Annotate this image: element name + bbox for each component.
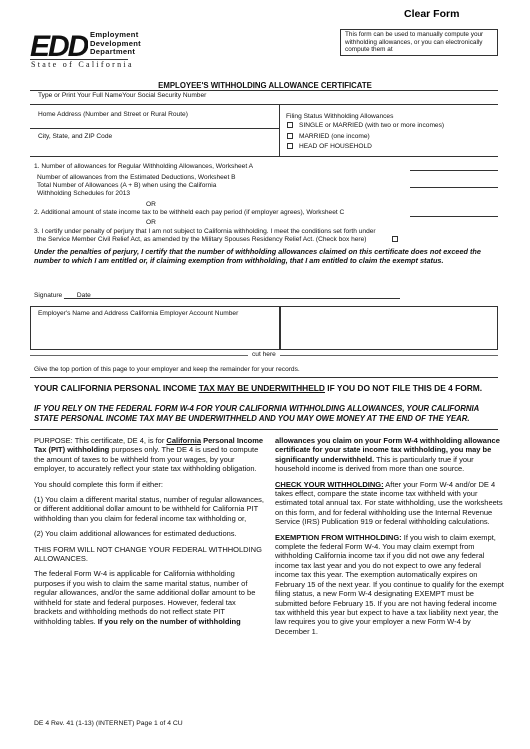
married-option-text: MARRIED (one income): [299, 133, 370, 140]
give-top-portion: Give the top portion of this page to your employer and keep the remainder for your records.: [34, 366, 300, 373]
agency-name: [90, 31, 141, 57]
edd-logo-icon: [30, 30, 88, 60]
cut-here-label: cut here: [252, 351, 276, 358]
line-1b-text: Number of allowances from the Estimated Deductions, Worksheet B: [37, 174, 236, 181]
or-2: OR: [146, 219, 156, 226]
w4-applicable-paragraph: The federal Form W-4 is applicable for California withholding purposes if you wish to claim the same marital status, number of regular allowances, and/or the same additional dollar amount to be withheld for state and federal purposes. However, federal tax brackets and withholding methods do not reflect state PIT withholding tables. If you rely on the number of withholding: [34, 569, 256, 626]
agency-line-3: Department: [90, 47, 136, 57]
cut-line-left: [30, 355, 248, 356]
single-option-text: SINGLE or MARRIED (with two or more incomes): [299, 122, 445, 129]
filing-option-single[interactable]: [287, 122, 444, 130]
perjury-statement: Under the penalties of perjury, I certify that the number of withholding allowances claimed on this certificate does not exceed the number to which I am entitled or, if claiming exemption from withholding, that I am entitled to claim the exempt status.: [34, 247, 481, 265]
not-change-notice: THIS FORM WILL NOT CHANGE YOUR FEDERAL WITHHOLDING ALLOWANCES.: [34, 544, 262, 564]
exemption-paragraph: EXEMPTION FROM WITHHOLDING: If you wish to claim exempt, complete the federal Form W-4. You may claim exempt from withholding California income tax if you did not owe any federal income tax last year and you do not expect to owe any federal income tax this year. The exemption automatically expires on February 15 of the next year. If you continue to qualify for the exempt filing status, a new Form W-4 designating EXEMPT must be submitted before February 15. If you are not having federal income tax withheld this year but expect to have a tax liability next year, the law requires you to give your employer a new Form W-4 by December 1.: [275, 532, 504, 636]
underwithheld-warning: YOUR CALIFORNIA PERSONAL INCOME TAX MAY BE UNDERWITHHELD IF YOU DO NOT FILE THIS DE 4 FORM.: [34, 383, 483, 393]
w4-warning: IF YOU RELY ON THE FEDERAL FORM W-4 FOR YOUR CALIFORNIA WITHHOLDING ALLOWANCES, YOUR CALIFORNIA STATE PERSONAL INCOME TAX MAY BE UNDERWITHHELD AND YOU MAY OWE MONEY AT THE END OF THE YEAR.: [34, 404, 479, 424]
employer-label: Employer's Name and Address California Employer Account Number: [38, 310, 239, 317]
check-withholding-paragraph: CHECK YOUR WITHHOLDING: After your Form W-4 and/or DE 4 takes effect, compare the state income tax withheld with your estimated total annual tax. For state withholding, use the worksheets on this form, and for federal withholding use the Internal Revenue Service (IRS) Publication 919 or federal withholding calculations.: [275, 479, 503, 527]
continuation-paragraph: allowances you claim on your Form W-4 withholding allowance certificate for your state income tax withholding, you may be significantly underwithheld. This is particularly true if your household income is derived from more than one source.: [275, 436, 500, 474]
filing-status-label: Filing Status Withholding Allowances: [286, 113, 394, 120]
line-1-text: 1. Number of allowances for Regular Withholding Allowances, Worksheet A: [34, 163, 254, 170]
section-rule: [30, 377, 498, 378]
state-of-california: State of California: [31, 60, 134, 69]
line-2-entry[interactable]: [410, 216, 498, 217]
line-3-text: 3. I certify under penalty of perjury that I am not subject to California withholding. I meet the conditions set forth under: [34, 228, 376, 235]
employer-account-box: [280, 306, 498, 350]
hoh-option-text: HEAD OF HOUSEHOLD: [299, 143, 372, 150]
exempt-checkbox[interactable]: [392, 236, 398, 242]
grid-bottom-rule: [30, 156, 498, 157]
reason-2: (2) You claim additional allowances for estimated deductions.: [34, 529, 237, 539]
line-1b-total: Total Number of Allowances (A + B) when using the California: [37, 182, 217, 189]
line-2-text: 2. Additional amount of state income tax to be withheld each pay period (if employer agrees), Worksheet C: [34, 209, 345, 216]
should-complete: You should complete this form if either:: [34, 479, 163, 489]
form-title: EMPLOYEE'S WITHHOLDING ALLOWANCE CERTIFICATE: [158, 81, 372, 90]
agency-line-1: Employment: [90, 30, 139, 39]
reason-1: (1) You claim a different marital status, number of regular allowances, or different additional dollar amount to be withheld for California PIT withholding than you claim for federal income tax withholding or,: [34, 495, 264, 523]
or-1: OR: [146, 201, 156, 208]
married-checkbox[interactable]: [287, 133, 293, 139]
hoh-checkbox[interactable]: [287, 143, 293, 149]
form-footer: DE 4 Rev. 41 (1-13) (INTERNET) Page 1 of 4 CU: [34, 720, 183, 727]
single-checkbox[interactable]: [287, 122, 293, 128]
purpose-paragraph: PURPOSE: This certificate, DE 4, is for California Personal Income Tax (PIT) withholding purposes only. The DE 4 is used to compute the amount of taxes to be withheld from your wages, by your employer, to accurately reflect your state tax withholding obligation.: [34, 436, 264, 474]
signature-label: Signature ___ Date: [34, 292, 91, 299]
line-1b-entry[interactable]: [410, 187, 498, 188]
grid-rule: [30, 128, 279, 129]
left-column: [34, 436, 264, 632]
city-state-zip-label: City, State, and ZIP Code: [38, 133, 113, 140]
right-column: [275, 436, 505, 642]
filing-option-hoh[interactable]: [287, 143, 372, 151]
signature-line[interactable]: [64, 298, 400, 299]
cut-line-right: [280, 355, 498, 356]
clear-form-button[interactable]: Clear Form: [404, 8, 460, 20]
line-1b-schedules: Withholding Schedules for 2013: [37, 190, 131, 197]
filing-option-married[interactable]: [287, 133, 370, 141]
agency-line-2: Development: [90, 38, 141, 48]
section-rule: [30, 429, 498, 430]
name-ssn-label: Type or Print Your Full NameYour Social Security Number: [38, 92, 207, 99]
grid-divider: [279, 104, 280, 156]
line-3-text-2: the Service Member Civil Relief Act, as amended by the Military Spouses Residency Relief Act. (Check box here): [37, 236, 367, 243]
grid-top-rule: [30, 90, 498, 91]
home-address-label: Home Address (Number and Street or Rural Route): [38, 111, 188, 118]
grid-rule: [30, 104, 498, 105]
electronic-compute-note: This form can be used to manually compute your withholding allowances, or you can electronically compute them at: [340, 29, 498, 56]
line-1-entry[interactable]: [410, 170, 498, 171]
svg-text:EDD: EDD: [30, 30, 88, 60]
